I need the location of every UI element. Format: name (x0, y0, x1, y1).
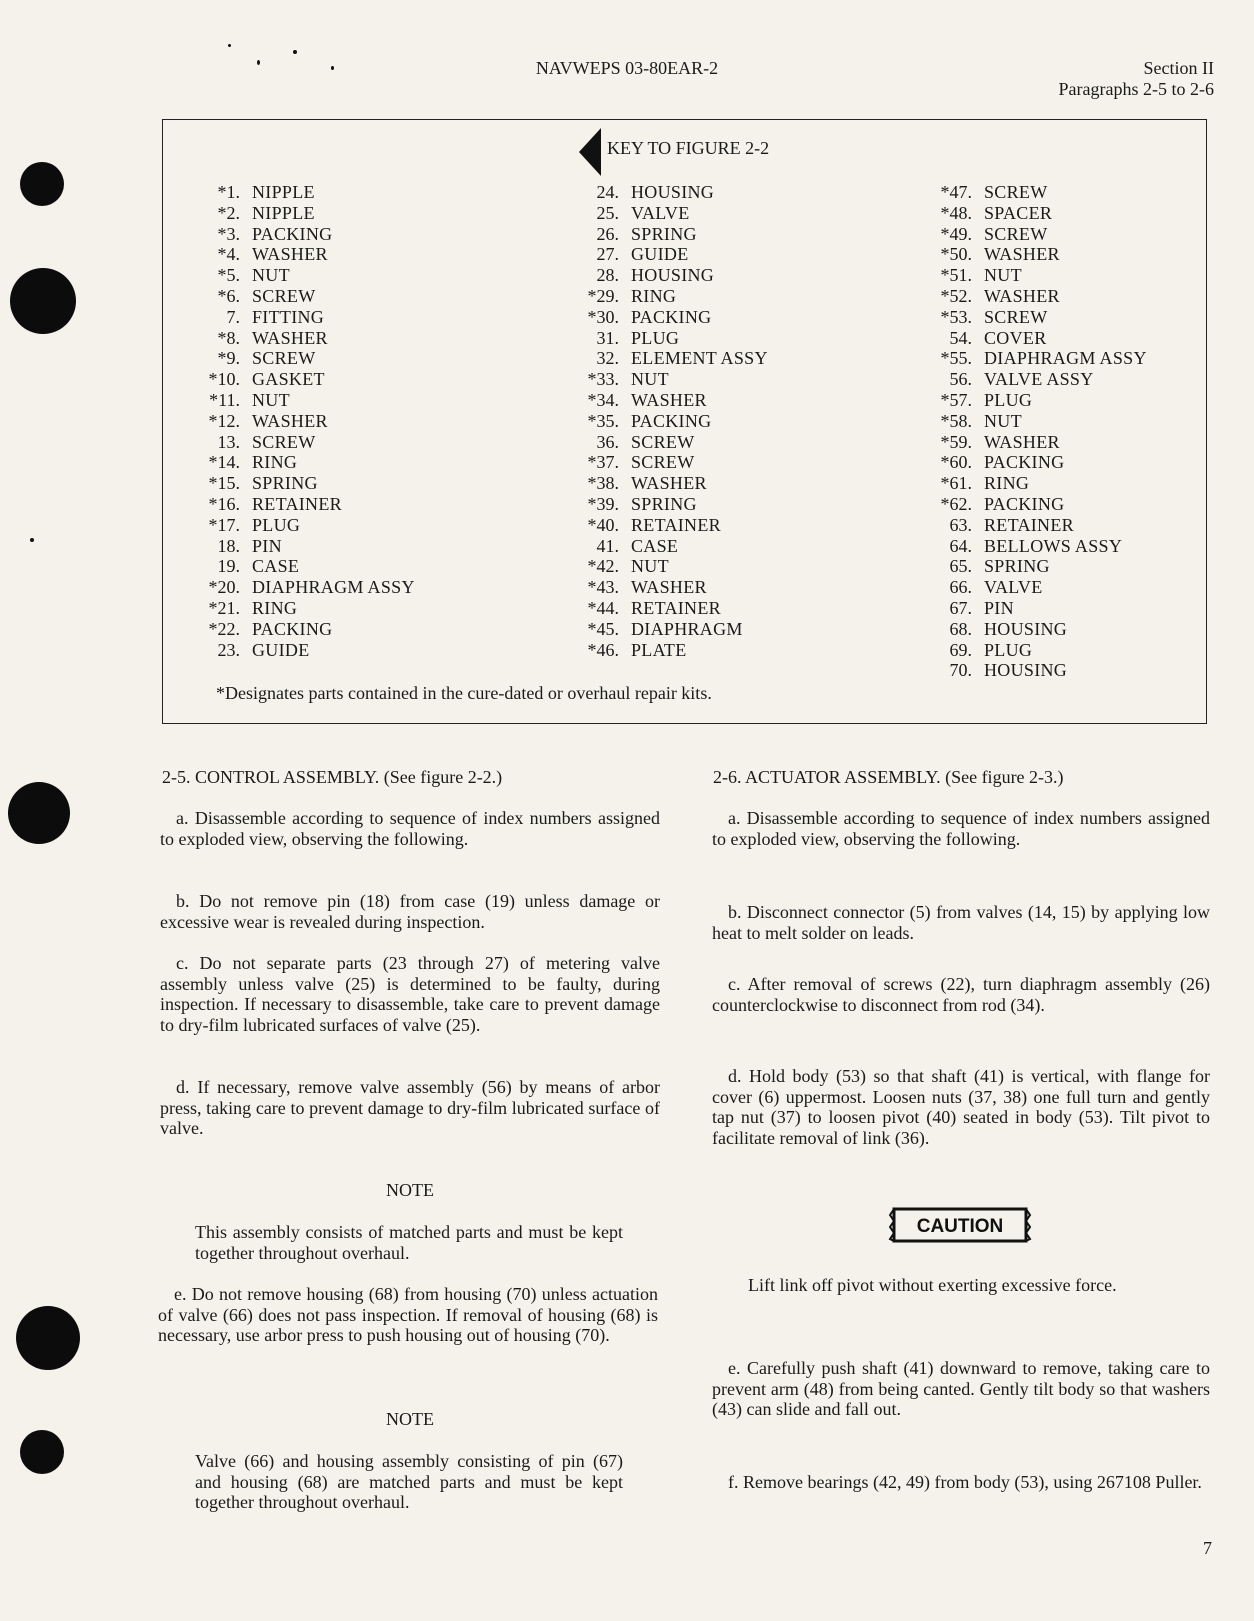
key-item-label: PLUG (984, 389, 1033, 410)
key-item-number: 70. (949, 660, 972, 681)
key-item-label: WASHER (252, 244, 328, 265)
right-para-c: c. After removal of screws (22), turn diaphragm assembly (26) counterclockwise to disconnect from rod (34). (712, 974, 1210, 1015)
key-item (140, 598, 415, 619)
key-item-number: *5. (217, 265, 240, 286)
left-para-d: d. If necessary, remove valve assembly (56) by means of arbor press, taking care to prevent damage to dry-film lubricated surface of valve. (160, 1077, 660, 1139)
key-item-number: *16. (208, 493, 240, 514)
key-item-number: 36. (596, 431, 619, 452)
key-item-number: *55. (940, 348, 972, 369)
key-item-label: NUT (631, 369, 669, 390)
document-id: NAVWEPS 03-80EAR-2 (535, 58, 719, 78)
key-item-label: SCREW (252, 285, 316, 306)
binder-hole (10, 268, 76, 334)
key-item-label: PLATE (631, 639, 687, 660)
key-item (909, 640, 1147, 661)
binder-hole (16, 1306, 80, 1370)
key-column-2 (566, 182, 768, 660)
key-item-label: SPRING (252, 473, 318, 494)
paragraphs-label: Paragraphs 2-5 to 2-6 (1058, 79, 1214, 99)
key-item-label: SCREW (984, 223, 1048, 244)
key-item-number: *29. (587, 285, 619, 306)
key-item (566, 224, 768, 245)
key-item-number: *6. (217, 285, 240, 306)
key-item-label: HOUSING (984, 660, 1068, 681)
key-item-number: *38. (587, 473, 619, 494)
key-item-number: *30. (587, 306, 619, 327)
section-label: Section II (1143, 58, 1214, 78)
key-item (140, 640, 415, 661)
key-item-label: PIN (984, 597, 1014, 618)
key-item (140, 328, 415, 349)
key-item-number: *12. (208, 410, 240, 431)
right-para-f: f. Remove bearings (42, 49) from body (53), using 267108 Puller. (728, 1472, 1202, 1492)
key-item (566, 452, 768, 473)
key-item-label: WASHER (984, 285, 1060, 306)
key-item (909, 432, 1147, 453)
key-item-number: 56. (949, 369, 972, 390)
key-item-label: VALVE (984, 577, 1043, 598)
key-item (909, 307, 1147, 328)
key-item (140, 286, 415, 307)
key-item-number: *17. (208, 514, 240, 535)
note-1-title: NOTE (386, 1180, 434, 1200)
key-item-number: *59. (940, 431, 972, 452)
key-item (140, 390, 415, 411)
key-item (566, 494, 768, 515)
key-item (140, 619, 415, 640)
key-item-number: *57. (940, 389, 972, 410)
key-item (566, 598, 768, 619)
key-item-label: HOUSING (631, 182, 715, 202)
key-footnote: *Designates parts contained in the cure-dated or overhaul repair kits. (216, 683, 712, 703)
key-item-label: COVER (984, 327, 1047, 348)
key-item-number: 32. (596, 348, 619, 369)
key-item-number: *53. (940, 306, 972, 327)
key-item-label: RING (631, 285, 677, 306)
key-item-label: GUIDE (252, 639, 310, 660)
caution-text: Lift link off pivot without exerting excessive force. (748, 1275, 1117, 1295)
key-item-number: *34. (587, 389, 619, 410)
key-item-label: GASKET (252, 369, 325, 390)
key-item-label: DIAPHRAGM ASSY (252, 577, 415, 598)
key-item-number: *20. (208, 577, 240, 598)
key-item (909, 203, 1147, 224)
key-item (140, 494, 415, 515)
key-item-label: PLUG (631, 327, 680, 348)
key-item-label: WASHER (631, 577, 707, 598)
key-item-number: *62. (940, 493, 972, 514)
right-heading: 2-6. ACTUATOR ASSEMBLY. (See figure 2-3.) (713, 767, 1064, 787)
key-item-number: *15. (208, 473, 240, 494)
key-item-label: WASHER (984, 244, 1060, 265)
section-header (1059, 58, 1214, 100)
key-item-number: 64. (949, 535, 972, 556)
key-item-number: 18. (217, 535, 240, 556)
key-item-number: *4. (217, 244, 240, 265)
key-item-number: *49. (940, 223, 972, 244)
key-item-label: SPRING (631, 223, 697, 244)
key-item-label: SPACER (984, 202, 1053, 223)
note-1-text: This assembly consists of matched parts and must be kept together throughout overhaul. (195, 1222, 623, 1263)
key-item (909, 577, 1147, 598)
key-item (140, 203, 415, 224)
key-item-label: PIN (252, 535, 282, 556)
key-item-label: BELLOWS ASSY (984, 535, 1123, 556)
key-item-label: SCREW (984, 182, 1048, 202)
right-para-d: d. Hold body (53) so that shaft (41) is vertical, with flange for cover (6) uppermost. Loosen nuts (37, 38) one full turn and gently tap nut (37) to loosen pivot (40) seated in body (53). Tilt pivot to facilitate removal of link (36). (712, 1066, 1210, 1149)
page-number: 7 (1203, 1538, 1212, 1558)
key-item (566, 328, 768, 349)
key-item (909, 619, 1147, 640)
key-item-label: WASHER (984, 431, 1060, 452)
key-item-label: DIAPHRAGM (631, 618, 743, 639)
key-item (909, 660, 1147, 681)
key-item (566, 619, 768, 640)
key-item-label: NUT (252, 265, 290, 286)
key-item-number: 24. (596, 182, 619, 202)
left-para-a: a. Disassemble according to sequence of index numbers assigned to exploded view, observing the following. (160, 808, 660, 849)
key-item-label: PACKING (984, 452, 1065, 473)
right-para-b: b. Disconnect connector (5) from valves (14, 15) by applying low heat to melt solder on leads. (712, 902, 1210, 943)
key-item (566, 244, 768, 265)
key-item-number: *40. (587, 514, 619, 535)
key-item (140, 182, 415, 203)
note-2-text: Valve (66) and housing assembly consisting of pin (67) and housing (68) are matched parts and must be kept together throughout overhaul. (195, 1451, 623, 1513)
key-item-label: CASE (631, 535, 679, 556)
key-item (566, 182, 768, 203)
caution-banner (888, 1205, 1032, 1245)
key-item-number: *35. (587, 410, 619, 431)
key-item-label: RETAINER (631, 514, 721, 535)
key-item (140, 432, 415, 453)
key-item-number: *37. (587, 452, 619, 473)
key-item (566, 432, 768, 453)
key-item-label: PACKING (631, 306, 712, 327)
right-para-e: e. Carefully push shaft (41) downward to remove, taking care to prevent arm (48) from being canted. Gently tilt body so that washers (43) can slide and fall out. (712, 1358, 1210, 1420)
key-item-number: *51. (940, 265, 972, 286)
key-item (566, 286, 768, 307)
key-item (140, 515, 415, 536)
key-item (140, 348, 415, 369)
key-item-label: RING (252, 452, 298, 473)
key-item (140, 452, 415, 473)
key-item-label: NUT (984, 265, 1022, 286)
key-item (909, 536, 1147, 557)
key-item (909, 452, 1147, 473)
key-item (909, 390, 1147, 411)
key-item-label: HOUSING (631, 265, 715, 286)
key-item-number: 28. (596, 265, 619, 286)
left-heading: 2-5. CONTROL ASSEMBLY. (See figure 2-2.) (162, 767, 503, 787)
key-item-number: 13. (217, 431, 240, 452)
key-item (909, 369, 1147, 390)
key-item-number: *39. (587, 493, 619, 514)
key-item (909, 224, 1147, 245)
key-item-label: SCREW (984, 306, 1048, 327)
key-item-label: PLUG (984, 639, 1033, 660)
key-item-number: 69. (949, 639, 972, 660)
key-item-number: *52. (940, 285, 972, 306)
key-item-label: PACKING (252, 618, 333, 639)
arrow-left-icon (579, 128, 601, 176)
key-item-label: DIAPHRAGM ASSY (984, 348, 1147, 369)
key-item (566, 307, 768, 328)
key-item-number: *8. (217, 327, 240, 348)
key-item-number: 27. (596, 244, 619, 265)
key-item (566, 411, 768, 432)
key-item (140, 411, 415, 432)
binder-hole (8, 782, 70, 844)
key-item (566, 390, 768, 411)
key-item-label: RETAINER (631, 597, 721, 618)
key-item-label: WASHER (631, 473, 707, 494)
key-item-label: VALVE ASSY (984, 369, 1094, 390)
key-item-number: *47. (940, 182, 972, 202)
key-item (140, 369, 415, 390)
key-item-number: 65. (949, 556, 972, 577)
key-title: KEY TO FIGURE 2-2 (607, 138, 770, 158)
key-item-number: 26. (596, 223, 619, 244)
key-item (909, 556, 1147, 577)
key-item (140, 473, 415, 494)
key-item-number: *58. (940, 410, 972, 431)
key-item (566, 556, 768, 577)
key-item-label: PLUG (252, 514, 301, 535)
key-item-label: SCREW (252, 431, 316, 452)
key-item-number: 41. (596, 535, 619, 556)
key-item (909, 244, 1147, 265)
key-item (566, 348, 768, 369)
right-para-a: a. Disassemble according to sequence of index numbers assigned to exploded view, observing the following. (712, 808, 1210, 849)
key-item (566, 265, 768, 286)
key-item (140, 536, 415, 557)
key-item-label: WASHER (631, 389, 707, 410)
key-item (909, 265, 1147, 286)
key-item-number: 63. (949, 514, 972, 535)
key-column-3 (909, 182, 1147, 681)
key-item-number: *1. (217, 182, 240, 202)
key-item-number: *42. (587, 556, 619, 577)
key-item (566, 203, 768, 224)
key-item-number: 25. (596, 202, 619, 223)
key-item-label: CASE (252, 556, 300, 577)
key-item-label: SCREW (252, 348, 316, 369)
binder-hole (20, 162, 64, 206)
key-item-number: 19. (217, 556, 240, 577)
key-item (566, 369, 768, 390)
key-column-1 (140, 182, 415, 660)
key-item-number: *14. (208, 452, 240, 473)
key-item-label: SPRING (984, 556, 1050, 577)
key-item-label: PACKING (984, 493, 1065, 514)
key-item-number: *45. (587, 618, 619, 639)
binder-hole (20, 1430, 64, 1474)
key-item (566, 640, 768, 661)
key-item-number: *21. (208, 597, 240, 618)
left-para-b: b. Do not remove pin (18) from case (19) unless damage or excessive wear is revealed during inspection. (160, 891, 660, 932)
key-item-number: *60. (940, 452, 972, 473)
key-item-label: GUIDE (631, 244, 689, 265)
key-item-number: *33. (587, 369, 619, 390)
key-item (566, 515, 768, 536)
key-item-label: WASHER (252, 327, 328, 348)
key-item-label: ELEMENT ASSY (631, 348, 768, 369)
key-item-label: RING (252, 597, 298, 618)
key-item (566, 536, 768, 557)
key-item (909, 286, 1147, 307)
key-item-number: 68. (949, 618, 972, 639)
key-item (140, 307, 415, 328)
key-item-number: *3. (217, 223, 240, 244)
speck (30, 538, 34, 542)
key-item-number: *10. (208, 369, 240, 390)
caution-label: CAUTION (916, 1216, 1004, 1237)
key-item (140, 244, 415, 265)
key-item-number: 66. (949, 577, 972, 598)
key-item-label: FITTING (252, 306, 325, 327)
key-item (909, 473, 1147, 494)
key-item (909, 515, 1147, 536)
key-item (140, 265, 415, 286)
key-item (909, 494, 1147, 515)
speck (293, 50, 297, 54)
key-item (566, 577, 768, 598)
key-item-label: RING (984, 473, 1030, 494)
key-item-number: *48. (940, 202, 972, 223)
key-item-label: SCREW (631, 431, 695, 452)
key-item (909, 328, 1147, 349)
key-item-label: PACKING (631, 410, 712, 431)
key-item (140, 577, 415, 598)
key-item-number: *50. (940, 244, 972, 265)
key-item-number: *61. (940, 473, 972, 494)
key-item-number: 31. (596, 327, 619, 348)
key-item (909, 348, 1147, 369)
key-item-number: *2. (217, 202, 240, 223)
key-item (909, 411, 1147, 432)
key-item (909, 182, 1147, 203)
key-item-label: NIPPLE (252, 202, 315, 223)
key-item (140, 556, 415, 577)
key-item-label: VALVE (631, 202, 690, 223)
key-item-label: RETAINER (252, 493, 342, 514)
key-item-label: NIPPLE (252, 182, 315, 202)
key-item-label: RETAINER (984, 514, 1074, 535)
key-item-label: SCREW (631, 452, 695, 473)
speck (228, 44, 231, 47)
key-item-number: 54. (949, 327, 972, 348)
key-item-number: 7. (226, 306, 240, 327)
note-2-title: NOTE (386, 1409, 434, 1429)
key-item-label: NUT (631, 556, 669, 577)
key-item-number: 23. (217, 639, 240, 660)
key-item (140, 224, 415, 245)
key-item-label: NUT (252, 389, 290, 410)
key-item-number: *46. (587, 639, 619, 660)
key-item-number: *43. (587, 577, 619, 598)
key-item-number: *22. (208, 618, 240, 639)
key-item-label: PACKING (252, 223, 333, 244)
key-item (909, 598, 1147, 619)
left-para-c: c. Do not separate parts (23 through 27) of metering valve assembly unless valve (25) is determined to be faulty, during inspection. If necessary to disassemble, take care to prevent damage to dry-film lubricated surfaces of valve (25). (160, 953, 660, 1036)
key-item-number: 67. (949, 597, 972, 618)
key-item-label: NUT (984, 410, 1022, 431)
key-item-number: *44. (587, 597, 619, 618)
left-para-e: e. Do not remove housing (68) from housing (70) unless actuation of valve (66) does not pass inspection. If removal of housing (68) is necessary, use arbor press to push housing out of housing (70). (158, 1284, 658, 1346)
key-item-number: *11. (209, 389, 240, 410)
key-item-label: HOUSING (984, 618, 1068, 639)
key-item-label: SPRING (631, 493, 697, 514)
key-item-label: WASHER (252, 410, 328, 431)
key-item (566, 473, 768, 494)
key-item-number: *9. (217, 348, 240, 369)
